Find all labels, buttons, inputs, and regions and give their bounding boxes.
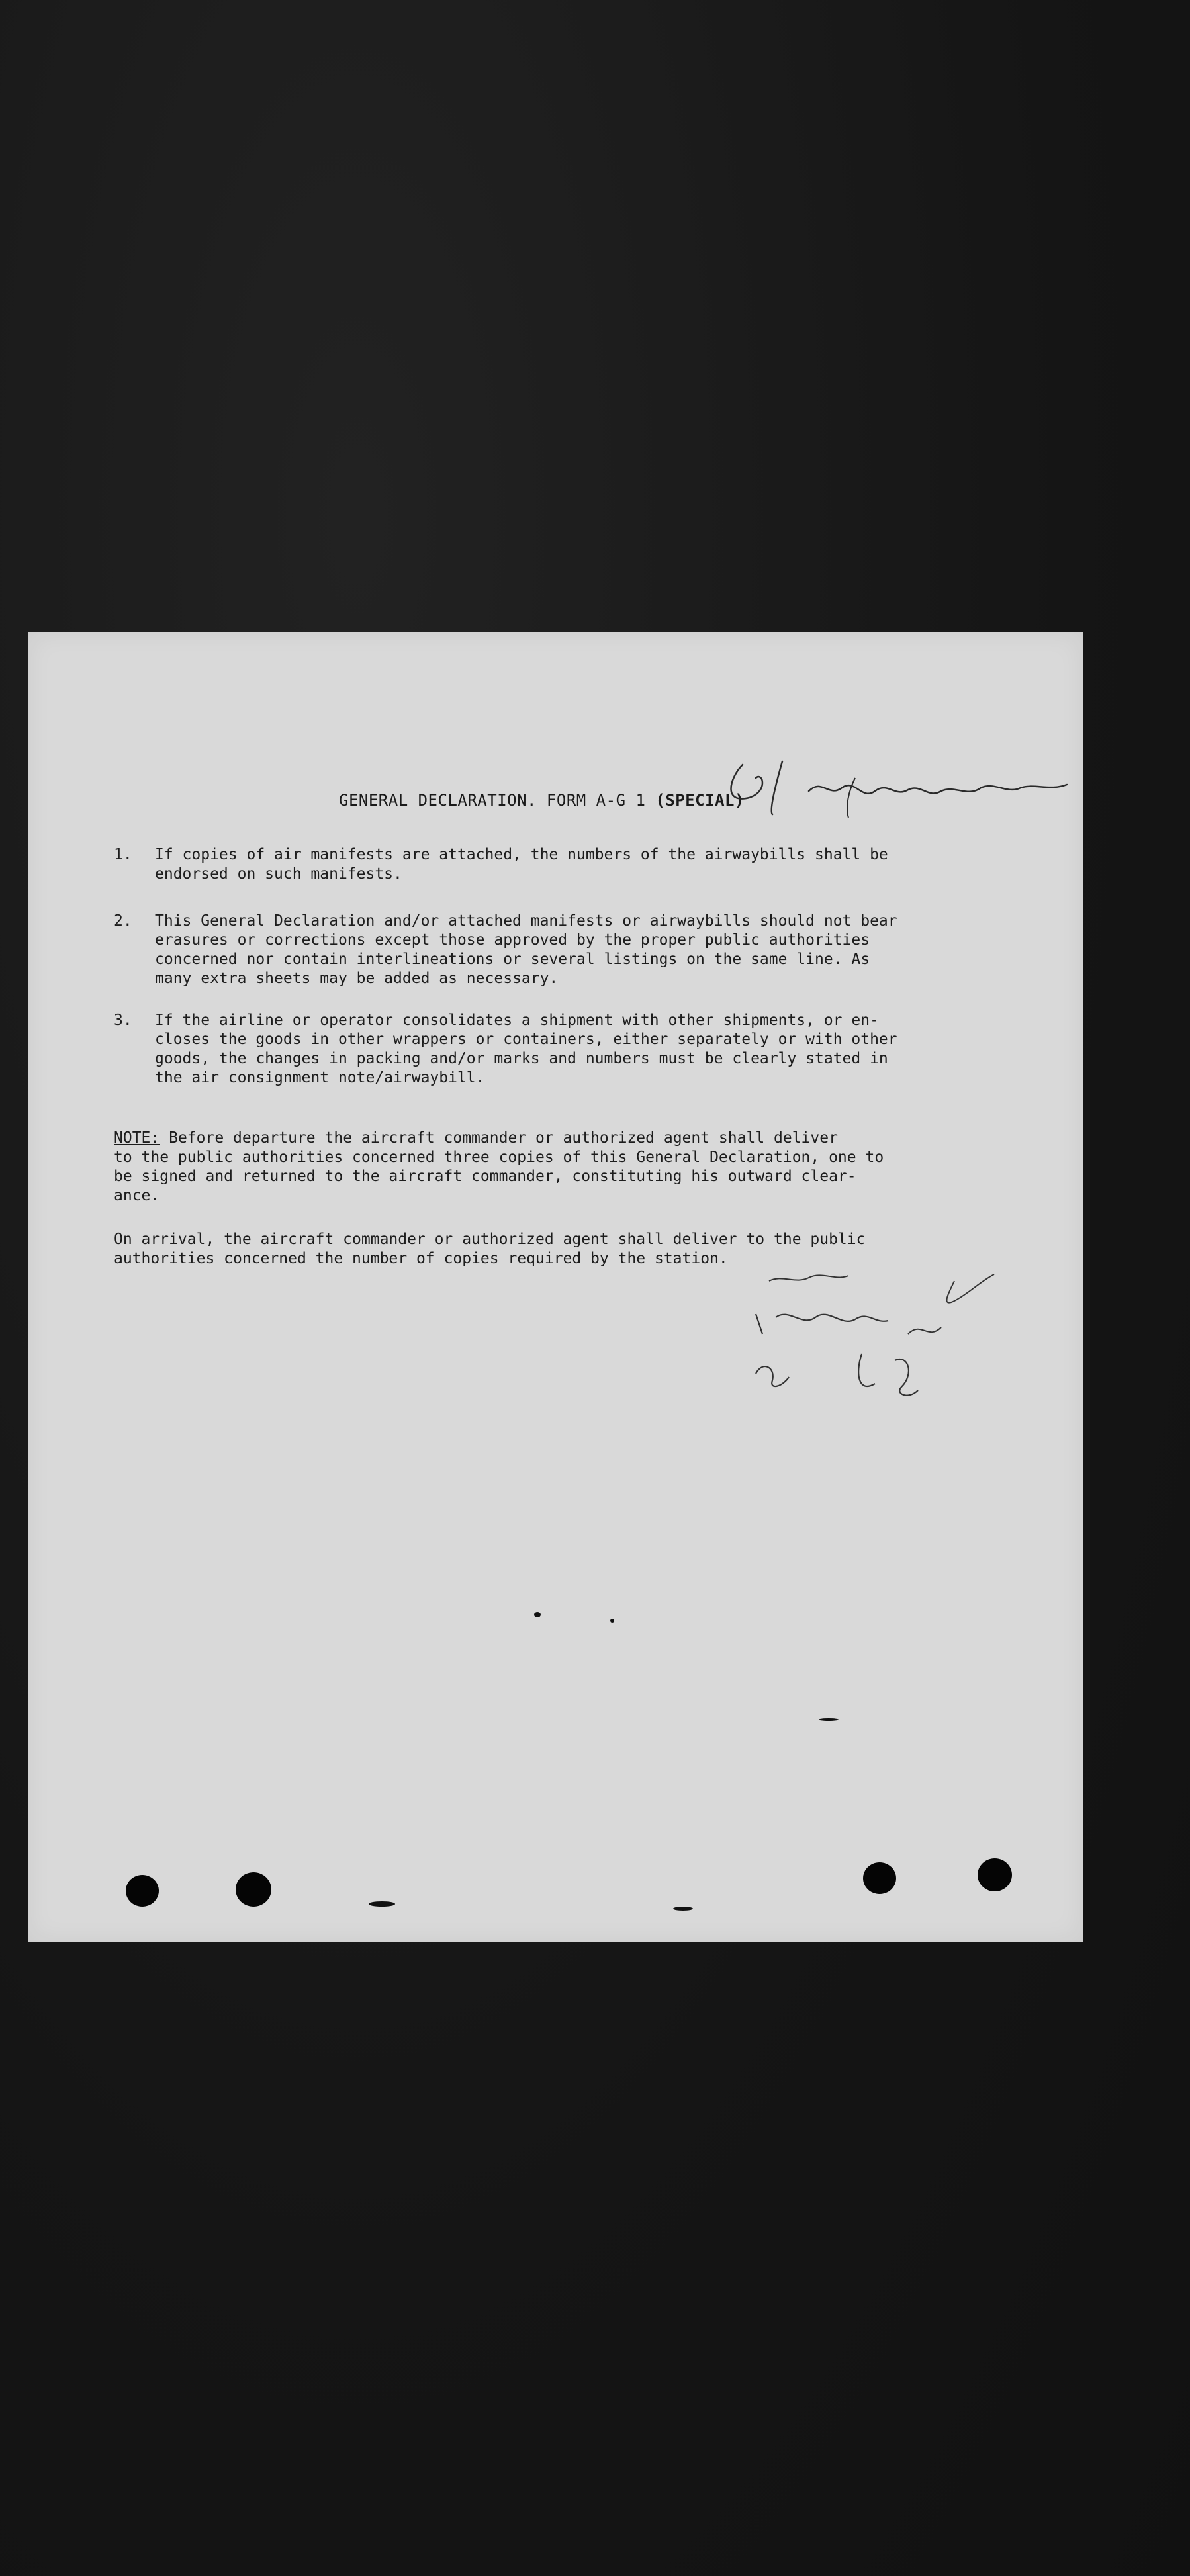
punch-hole — [126, 1875, 159, 1907]
punch-hole — [236, 1872, 271, 1907]
note-label: NOTE: — [114, 1129, 160, 1147]
punch-hole — [863, 1862, 896, 1894]
document-page — [28, 632, 1083, 1942]
item-number: 3. — [114, 1012, 132, 1029]
arrival-paragraph: On arrival, the aircraft commander or authorized agent shall deliver to the public authorities concerned the number of copies required by the station. — [114, 1231, 866, 1267]
item-text: If copies of air manifests are attached, the numbers of the airwaybills shall be endorsed on such manifests. — [155, 846, 888, 883]
instruction-item-1 — [114, 845, 1021, 884]
instruction-item-3 — [114, 1011, 1021, 1088]
handwritten-signature-top — [690, 751, 1087, 824]
note-paragraph — [114, 1129, 1021, 1206]
ink-speck — [534, 1612, 541, 1617]
item-text: This General Declaration and/or attached manifests or airwaybills should not bear erasures or corrections except those approved by the proper public authorities concerned nor contain interlineations or several listings on the same line. As many extra sheets may be added as necessary. — [155, 912, 897, 987]
ink-speck — [610, 1619, 614, 1623]
ink-speck — [819, 1718, 839, 1721]
title-prefix: GENERAL DECLARATION. FORM A-G 1 — [339, 791, 656, 810]
ink-speck — [369, 1901, 395, 1907]
note-text: Before departure the aircraft commander or authorized agent shall deliver to the public authorities concerned three copies of this General Declaration, one to be signed and returned to the aircraft commander, constituting his outward clear- ance. — [114, 1129, 884, 1204]
title-special: (SPECIAL) — [655, 791, 745, 810]
punch-hole — [978, 1858, 1012, 1891]
item-number: 1. — [114, 846, 132, 863]
item-text: If the airline or operator consolidates a shipment with other shipments, or en- closes the goods in other wrappers or containers, either separately or with other goods, the changes in packing and/or marks and numbers must be clearly stated in the air consignment note/airwaybill. — [155, 1012, 897, 1086]
instruction-item-2 — [114, 912, 1021, 988]
document-title — [339, 791, 745, 810]
handwritten-annotations — [743, 1261, 1113, 1413]
ink-speck — [673, 1907, 693, 1911]
item-number: 2. — [114, 912, 132, 930]
